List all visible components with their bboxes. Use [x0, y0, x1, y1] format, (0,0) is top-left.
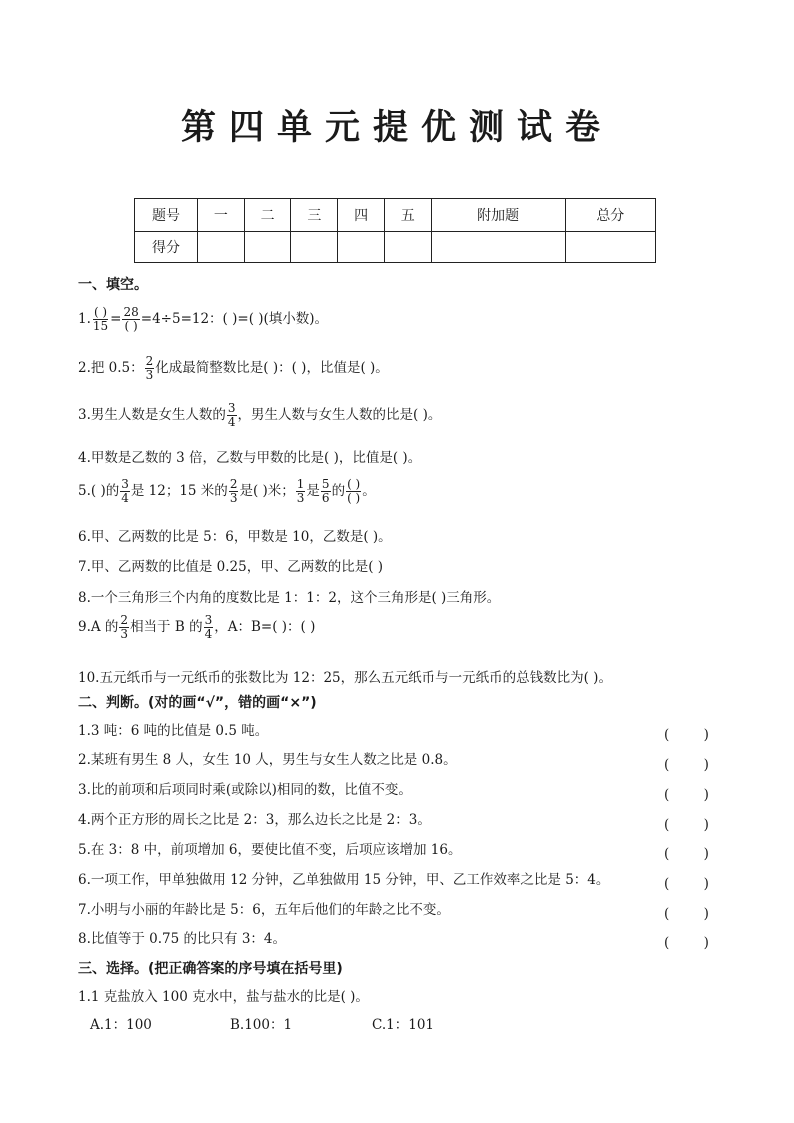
score-header-cell: 一 — [198, 199, 245, 232]
q5-text-1: 5.( )的 — [78, 483, 120, 499]
q1-fraction-1: ( ) 15 — [92, 305, 109, 333]
q2-fraction: $\frac{2}{3}$ — [145, 354, 154, 382]
judge-answer-bracket-3[interactable]: ( ) — [664, 787, 709, 803]
q5-fraction-2: $\frac{2}{3}$ — [229, 477, 238, 505]
score-table — [134, 198, 656, 263]
q3-text-1: 3.男生人数是女生人数的 — [78, 407, 226, 423]
score-header-cell: 题号 — [135, 199, 198, 232]
q5-text-2: 是 12；15 米的 — [130, 483, 228, 499]
page-title: 第四单元提优测试卷 — [180, 108, 613, 148]
judge-item-8: 8.比值等于 0.75 的比只有 3：4。 — [78, 931, 286, 947]
fill-question-4[interactable]: 4.甲数是乙数的 3 倍，乙数与甲数的比是( )，比值是( )。 — [78, 450, 422, 466]
section1-heading: 一、填空。 — [78, 277, 148, 293]
score-header-cell: 二 — [244, 199, 291, 232]
fill-question-8[interactable]: 8.一个三角形三个内角的度数比是 1：1：2，这个三角形是( )三角形。 — [78, 590, 501, 606]
score-header-cell: 五 — [384, 199, 431, 232]
q9-fraction-1: $\frac{2}{3}$ — [120, 613, 129, 641]
judge-item-3: 3.比的前项和后项同时乘(或除以)相同的数，比值不变。 — [78, 782, 412, 798]
q5-fraction-3: $\frac{1}{3}$ — [296, 477, 305, 505]
q1-text-2: = — [110, 311, 122, 327]
score-cell[interactable] — [291, 232, 338, 263]
judge-answer-bracket-2[interactable]: ( ) — [664, 757, 709, 773]
choice-option-a[interactable]: A.1：100 — [90, 1017, 152, 1033]
judge-item-6: 6.一项工作，甲单独做用 12 分钟，乙单独做用 15 分钟，甲、乙工作效率之比是 5：4。 — [78, 872, 610, 888]
fill-question-2[interactable] — [78, 355, 389, 382]
judge-item-4: 4.两个正方形的周长之比是 2：3，那么边长之比是 2：3。 — [78, 812, 431, 828]
score-cell[interactable] — [565, 232, 655, 263]
fill-question-6[interactable]: 6.甲、乙两数的比是 5：6，甲数是 10，乙数是( )。 — [78, 529, 392, 545]
judge-item-2: 2.某班有男生 8 人，女生 10 人，男生与女生人数之比是 0.8。 — [78, 752, 457, 768]
score-header-cell: 附加题 — [431, 199, 565, 232]
fill-question-7[interactable]: 7.甲、乙两数的比值是 0.25，甲、乙两数的比是( ) — [78, 559, 384, 575]
q9-text-3: ，A：B=( )：( ) — [214, 619, 316, 635]
section3-heading: 三、选择。(把正确答案的序号填在括号里) — [78, 961, 343, 977]
q5-text-5: 的 — [331, 483, 346, 499]
q2-text-1: 2.把 0.5： — [78, 360, 144, 376]
score-table-score-row — [135, 232, 656, 263]
q2-text-2: 化成最简整数比是( )：( )，比值是( )。 — [155, 360, 389, 376]
score-header-cell: 三 — [291, 199, 338, 232]
fill-question-5[interactable] — [78, 478, 376, 505]
q5-text-6: 。 — [362, 483, 376, 499]
judge-item-1: 1.3 吨：6 吨的比值是 0.5 吨。 — [78, 723, 269, 739]
score-header-cell: 四 — [338, 199, 385, 232]
judge-answer-bracket-1[interactable]: ( ) — [664, 727, 709, 743]
score-cell[interactable] — [338, 232, 385, 263]
score-header-cell: 总分 — [565, 199, 655, 232]
judge-item-7: 7.小明与小丽的年龄比是 5：6，五年后他们的年龄之比不变。 — [78, 902, 450, 918]
score-cell[interactable] — [431, 232, 565, 263]
q9-text-2: 相当于 B 的 — [130, 619, 203, 635]
score-cell[interactable] — [384, 232, 431, 263]
score-cell[interactable] — [198, 232, 245, 263]
judge-answer-bracket-5[interactable]: ( ) — [664, 846, 709, 862]
section2-heading: 二、判断。(对的画“√”，错的画“×”) — [78, 695, 317, 711]
q3-fraction: $\frac{3}{4}$ — [227, 401, 236, 429]
q1-fraction-2: 28 ( ) — [123, 305, 139, 333]
q1-text-3: =4÷5=12：( )=( )(填小数)。 — [140, 311, 329, 327]
judge-answer-bracket-4[interactable]: ( ) — [664, 817, 709, 833]
q9-fraction-2: $\frac{3}{4}$ — [204, 613, 213, 641]
q5-fraction-4: $\frac{5}{6}$ — [321, 477, 330, 505]
judge-answer-bracket-7[interactable]: ( ) — [664, 906, 709, 922]
q5-fraction-blank: ( ) ( ) — [347, 477, 361, 505]
choice-option-c[interactable]: C.1：101 — [372, 1017, 434, 1033]
judge-answer-bracket-8[interactable]: ( ) — [664, 935, 709, 951]
q5-fraction-1: $\frac{3}{4}$ — [121, 477, 129, 505]
judge-answer-bracket-6[interactable]: ( ) — [664, 876, 709, 892]
judge-item-5: 5.在 3：8 中，前项增加 6，要使比值不变，后项应该增加 16。 — [78, 842, 462, 858]
score-table-header-row — [135, 199, 656, 232]
q9-text-1: 9.A 的 — [78, 619, 119, 635]
score-row-label: 得分 — [135, 232, 198, 263]
choice-question-1[interactable]: 1.1 克盐放入 100 克水中，盐与盐水的比是( )。 — [78, 989, 369, 1005]
fill-question-1[interactable] — [78, 306, 328, 333]
fill-question-10[interactable]: 10.五元纸币与一元纸币的张数比为 12：25，那么五元纸币与一元纸币的总钱数比为( )。 — [78, 670, 612, 686]
q5-text-3: 是( )米； — [239, 483, 295, 499]
q5-text-4: 是 — [306, 483, 320, 499]
q3-text-2: ，男生人数与女生人数的比是( )。 — [237, 407, 442, 423]
fill-question-9[interactable] — [78, 614, 315, 641]
q1-text-1: 1. — [78, 311, 91, 327]
fill-question-3[interactable] — [78, 402, 441, 429]
choice-option-b[interactable]: B.100：1 — [230, 1017, 293, 1033]
score-cell[interactable] — [244, 232, 291, 263]
